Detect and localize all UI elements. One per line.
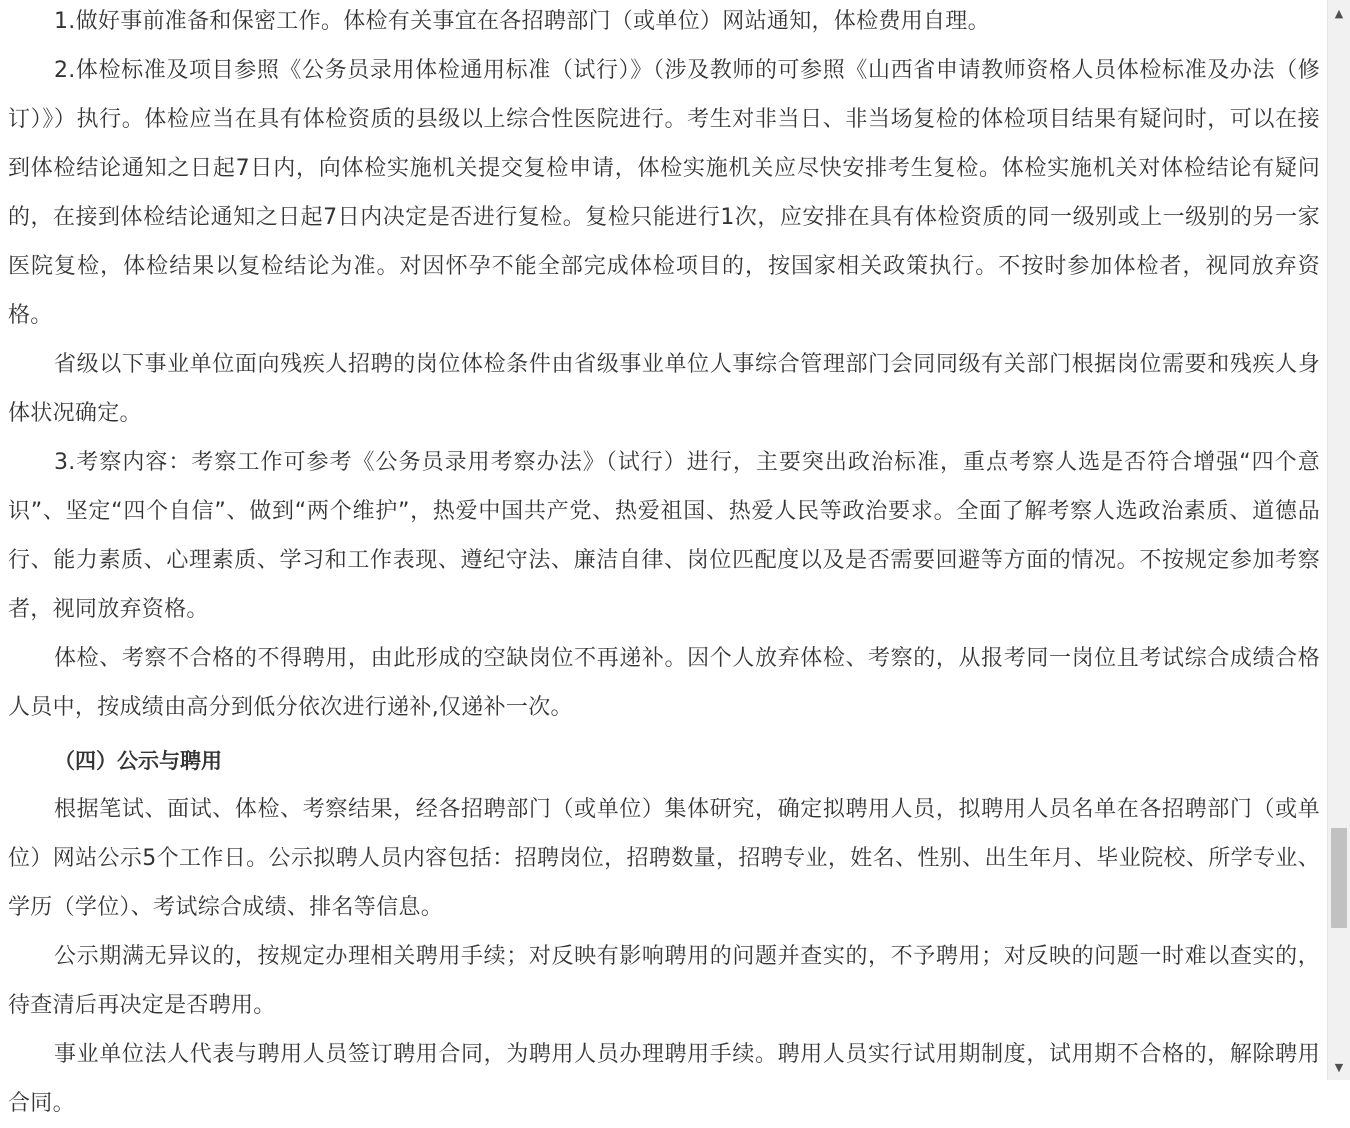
paragraph-no-objection: 公示期满无异议的，按规定办理相关聘用手续；对反映有影响聘用的问题并查实的，不予聘用；对反映的问题一时难以查实的，待查清后再决定是否聘用。: [8, 944, 1320, 1018]
scrollbar-thumb[interactable]: [1331, 828, 1347, 928]
article-content: [8, 0, 1320, 1116]
paragraph-publicity: 根据笔试、面试、体检、考察结果，经各招聘部门（或单位）集体研究，确定拟聘用人员，拟聘用人员名单在各招聘部门（或单位）网站公示5个工作日。公示拟聘人员内容包括：招聘岗位，招聘数量，招聘专业，姓名、性别、出生年月、毕业院校、所学专业、学历（学位）、考试综合成绩、排名等信息。: [8, 797, 1320, 920]
paragraph-vacancy-replacement: 体检、考察不合格的不得聘用，由此形成的空缺岗位不再递补。因个人放弃体检、考察的，从报考同一岗位且考试综合成绩合格人员中，按成绩由高分到低分依次进行递补,仅递补一次。: [8, 646, 1320, 720]
paragraph-physical-exam-standard: 2.体检标准及项目参照《公务员录用体检通用标准（试行）》（涉及教师的可参照《山西省申请教师资格人员体检标准及办法（修订）》）执行。体检应当在具有体检资质的县级以上综合性医院进行。考生对非当日、非当场复检的体检项目结果有疑问时，可以在接到体检结论通知之日起7日内，向体检实施机关提交复检申请，体检实施机关应尽快安排考生复检。体检实施机关对体检结论有疑问的，在接到体检结论通知之日起7日内决定是否进行复检。复检只能进行1次，应安排在具有体检资质的同一级别或上一级别的另一家医院复检，体检结果以复检结论为准。对因怀孕不能全部完成体检项目的，按国家相关政策执行。不按时参加体检者，视同放弃资格。: [8, 58, 1320, 328]
paragraph-inspection-content: 3.考察内容：考察工作可参考《公务员录用考察办法》（试行）进行，主要突出政治标准，重点考察人选是否符合增强“四个意识”、坚定“四个自信”、做到“两个维护”，热爱中国共产党、热爱祖国、热爱人民等政治要求。全面了解考察人选政治素质、道德品行、能力素质、心理素质、学习和工作表现、遵纪守法、廉洁自律、岗位匹配度以及是否需要回避等方面的情况。不按规定参加考察者，视同放弃资格。: [8, 450, 1320, 622]
scroll-down-icon[interactable]: ▼: [1334, 1060, 1344, 1074]
section-heading-publicity: （四）公示与聘用: [54, 749, 222, 773]
scroll-up-icon[interactable]: ▲: [1334, 6, 1344, 20]
paragraph-disabled-recruitment: 省级以下事业单位面向残疾人招聘的岗位体检条件由省级事业单位人事综合管理部门会同同级有关部门根据岗位需要和残疾人身体状况确定。: [8, 352, 1320, 426]
paragraph-physical-exam-prep: 1.做好事前准备和保密工作。体检有关事宜在各招聘部门（或单位）网站通知，体检费用自理。: [54, 9, 990, 34]
paragraph-contract: 事业单位法人代表与聘用人员签订聘用合同，为聘用人员办理聘用手续。聘用人员实行试用期制度，试用期不合格的，解除聘用合同。: [8, 1042, 1320, 1116]
vertical-scrollbar[interactable]: [1327, 0, 1350, 1080]
